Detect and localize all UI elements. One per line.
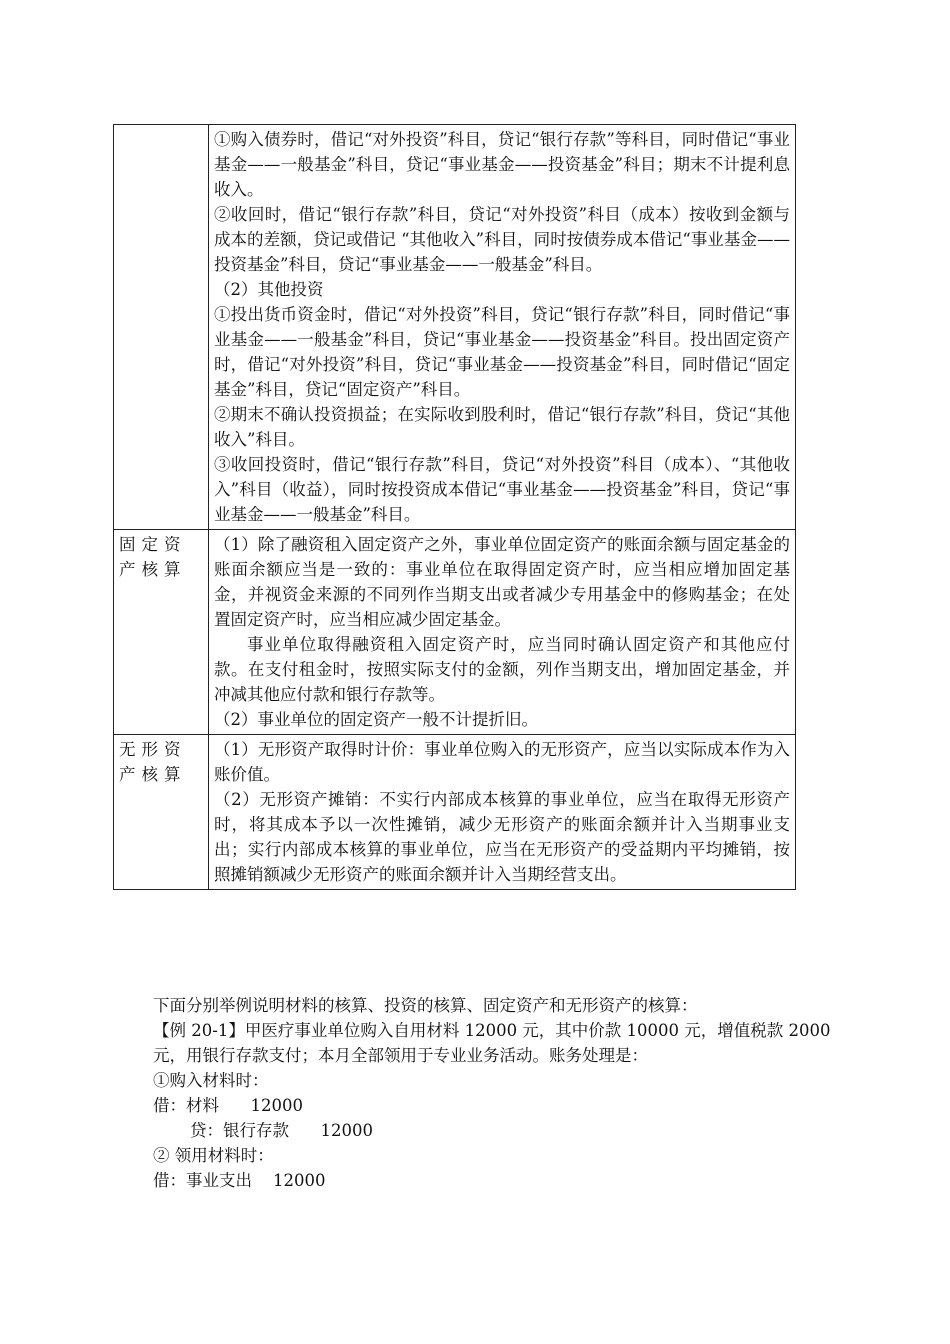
journal-entry-credit: 贷：银行存款 12000 (190, 1121, 373, 1140)
paragraph: 事业单位取得融资租入固定资产时，应当同时确认固定资产和其他应付款。在支付租金时，按照实际支付的金额，列作当期支出，增加固定基金，并冲减其他应付款和银行存款等。 (214, 635, 790, 704)
paragraph: （1）除了融资租入固定资产之外，事业单位固定资产的账面余额与固定基金的账面余额应当是一致的：事业单位在取得固定资产时，应当相应增加固定基金，并视资金来源的不同列作当期支出或者减少专用基金中的修购基金；在处置固定资产时，应当相应减少固定基金。 (214, 535, 790, 629)
paragraph: ①购入债券时，借记“对外投资”科目，贷记“银行存款”等科目，同时借记“事业基金——一般基金”科目，贷记“事业基金——投资基金”科目；期末不计提利息收入。 (214, 130, 790, 199)
intro-paragraph: 下面分别举例说明材料的核算、投资的核算、固定资产和无形资产的核算： (153, 996, 698, 1015)
step-one: ①购入材料时： (153, 1071, 269, 1090)
step-two: ② 领用材料时： (153, 1146, 274, 1165)
journal-entry-debit: 借：事业支出 12000 (153, 1171, 326, 1190)
row-label: 固定资产核算 (114, 530, 209, 735)
paragraph: ③收回投资时，借记“银行存款”科目，贷记“对外投资”科目（成本）、“其他收入”科目（收益），同时按投资成本借记“事业基金——投资基金”科目，贷记“事业基金——一般基金”科目。 (214, 455, 790, 524)
body-text (113, 993, 833, 1193)
accounting-table (113, 124, 796, 890)
journal-entry-debit: 借：材料 12000 (153, 1096, 303, 1115)
example-label: 【例 20-1】 (153, 1021, 245, 1040)
table-row (114, 530, 796, 735)
table-row (114, 125, 796, 530)
paragraph: （2）无形资产摊销：不实行内部成本核算的事业单位，应当在取得无形资产时，将其成本予以一次性摊销，减少无形资产的账面余额并计入当期事业支出；实行内部成本核算的事业单位，应当在无形资产的受益期内平均摊销，按照摊销额减少无形资产的账面余额并计入当期经营支出。 (214, 790, 790, 884)
row-content (209, 125, 796, 530)
paragraph: ②期末不确认投资损益；在实际收到股利时，借记“银行存款”科目，贷记“其他收入”科目。 (214, 405, 790, 449)
example-paragraph (113, 1018, 833, 1068)
paragraph: （2）其他投资 (214, 280, 324, 299)
paragraph: ②收回时，借记“银行存款”科目，贷记“对外投资”科目（成本）按收到金额与成本的差额，贷记或借记 “其他收入”科目，同时按债券成本借记“事业基金——投资基金”科目，贷记“事业基金——一般基金”科目。 (214, 205, 790, 274)
example-text: 甲医疗事业单位购入自用材料 12000 元，其中价款 10000 元，增值税款 2000 元，用银行存款支付；本月全部领用于专业业务活动。账务处理是： (153, 1021, 831, 1065)
paragraph: （1）无形资产取得时计价：事业单位购入的无形资产，应当以实际成本作为入账价值。 (214, 740, 790, 784)
paragraph: （2）事业单位的固定资产一般不计提折旧。 (214, 710, 538, 729)
row-content (209, 530, 796, 735)
row-label (114, 125, 209, 530)
row-content (209, 735, 796, 890)
row-label: 无形资产核算 (114, 735, 209, 890)
table-row (114, 735, 796, 890)
paragraph: ①投出货币资金时，借记“对外投资”科目，贷记“银行存款”科目，同时借记“事业基金——一般基金”科目，贷记“事业基金——投资基金”科目。投出固定资产时，借记“对外投资”科目，贷记“事业基金——投资基金”科目，同时借记“固定基金”科目，贷记“固定资产”科目。 (214, 305, 790, 399)
